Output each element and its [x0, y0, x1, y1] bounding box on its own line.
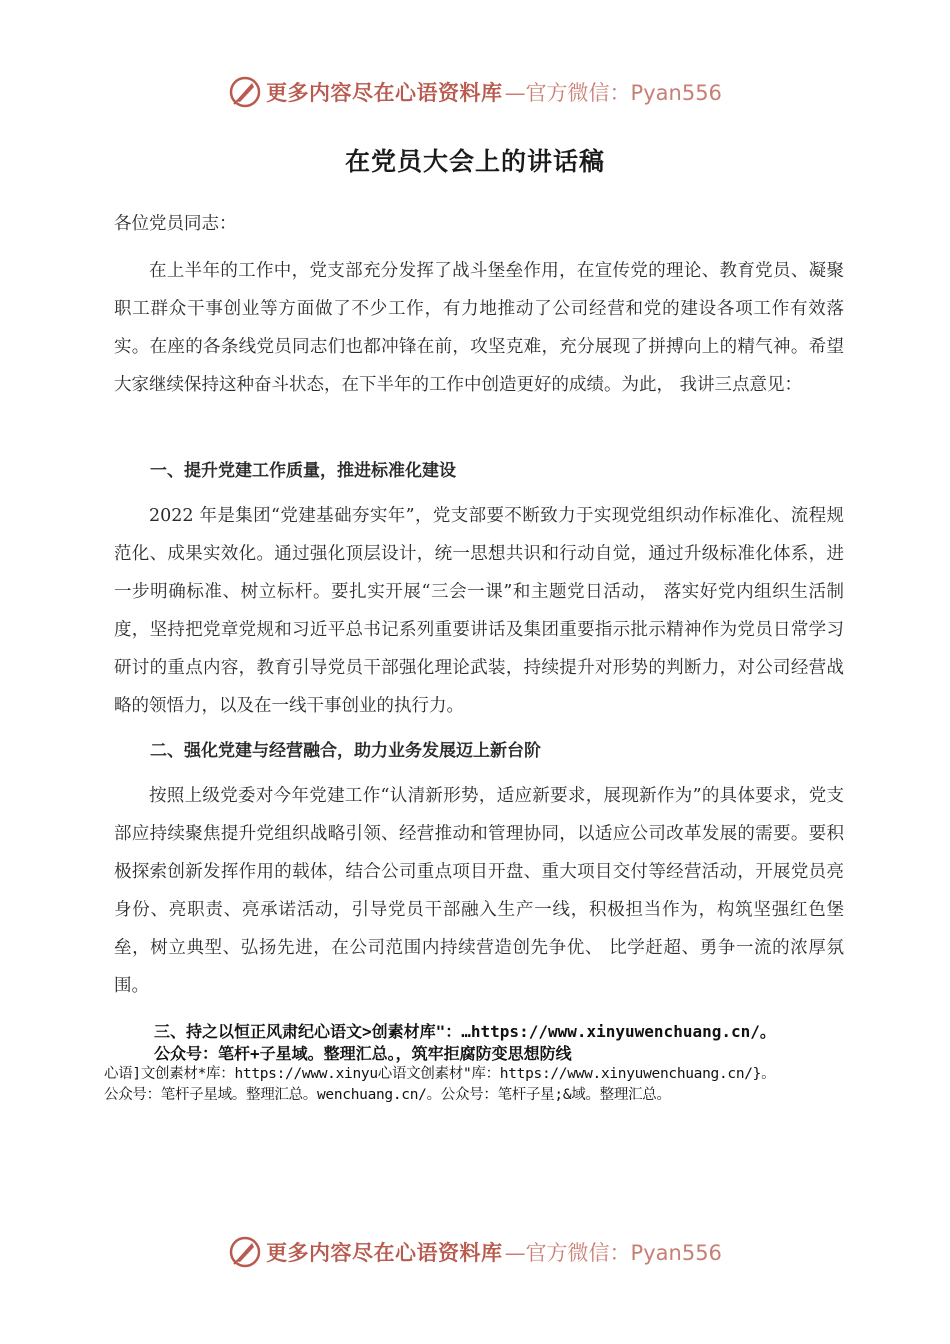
section1-paragraph: 2022 年是集团“党建基础夯实年”，党支部要不断致力于实现党组织动作标准化、流程规范化、成果实效化。通过强化顶层设计，统一思想共识和行动自觉，通过升级标准化体系，进一步明确标准、树立标杆。要扎实开展“三会一课”和主题党日活动， 落实好党内组织生活制度，坚持把党章党规和习近平总书记系列重要讲话及集团重要指示批示精神作为党员日常学习研讨的重点内容，教育引导党员干部强化理论武装，持续提升对形势的判断力，对公司经营战略的领悟力，以及在一线干事创业的执行力。 [114, 506, 844, 716]
banner-wechat-text: —官方微信：Pyan556 [504, 1241, 722, 1265]
section2-heading: 二、强化党建与经营融合，助力业务发展迈上新台阶 [150, 741, 541, 761]
document-title: 在党员大会上的讲话稿 [344, 147, 605, 176]
salutation: 各位党员同志： [114, 214, 237, 234]
watermark-line1: 心语]文创素材*库：https://www.xinyu心语文创素材"库：https://www.xinyuwenchuang.cn/}。 [104, 1066, 776, 1082]
section1-heading: 一、提升党建工作质量，推进标准化建设 [150, 461, 456, 481]
section2-paragraph: 按照上级党委对今年党建工作“认清新形势，适应新要求，展现新作为”的具体要求，党支部应持续聚焦提升党组织战略引领、经营推动和管理协同，以适应公司改革发展的需要。要积极探索创新发挥作用的载体，结合公司重点项目开盘、重大项目交付等经营活动，开展党员亮身份、亮职责、亮承诺活动，引导党员干部融入生产一线，积极担当作为，构筑坚强红色堡垒，树立典型、弘扬先进，在公司范围内持续营造创先争优、 比学赶超、勇争一流的浓厚氛围。 [114, 786, 844, 996]
quill-logo-icon [228, 1235, 262, 1269]
banner-wechat-text: —官方微信：Pyan556 [504, 81, 722, 105]
footer-banner [0, 1232, 950, 1272]
intro-paragraph: 在上半年的工作中，党支部充分发挥了战斗堡垒作用，在宣传党的理论、教育党员、凝聚职工群众干事创业等方面做了不少工作，有力地推动了公司经营和党的建设各项工作有效落实。在座的各条线党员同志们也都冲锋在前，攻坚克难，充分展现了拼搏向上的精气神。希望大家继续保持这种奋斗状态，在下半年的工作中创造更好的成绩。为此， 我讲三点意见： [114, 261, 844, 395]
banner-main-text: 更多内容尽在心语资料库 [266, 81, 503, 105]
section3-heading-line1: 三、持之以恒正风肃纪心语文>创素材库"：…https://www.xinyuwenchuang.cn/。 [154, 1022, 776, 1041]
banner-main-text: 更多内容尽在心语资料库 [266, 1241, 503, 1265]
quill-logo-icon [228, 75, 262, 109]
watermark-line2: 公众号：笔杆子星域。整理汇总。wenchuang.cn/。公众号：笔杆子星;&域。整理汇总。 [104, 1087, 671, 1103]
section3-heading-line2: 公众号：笔杆+子星域。整理汇总。，筑牢拒腐防变思想防线 [154, 1044, 572, 1063]
header-banner [0, 72, 950, 112]
